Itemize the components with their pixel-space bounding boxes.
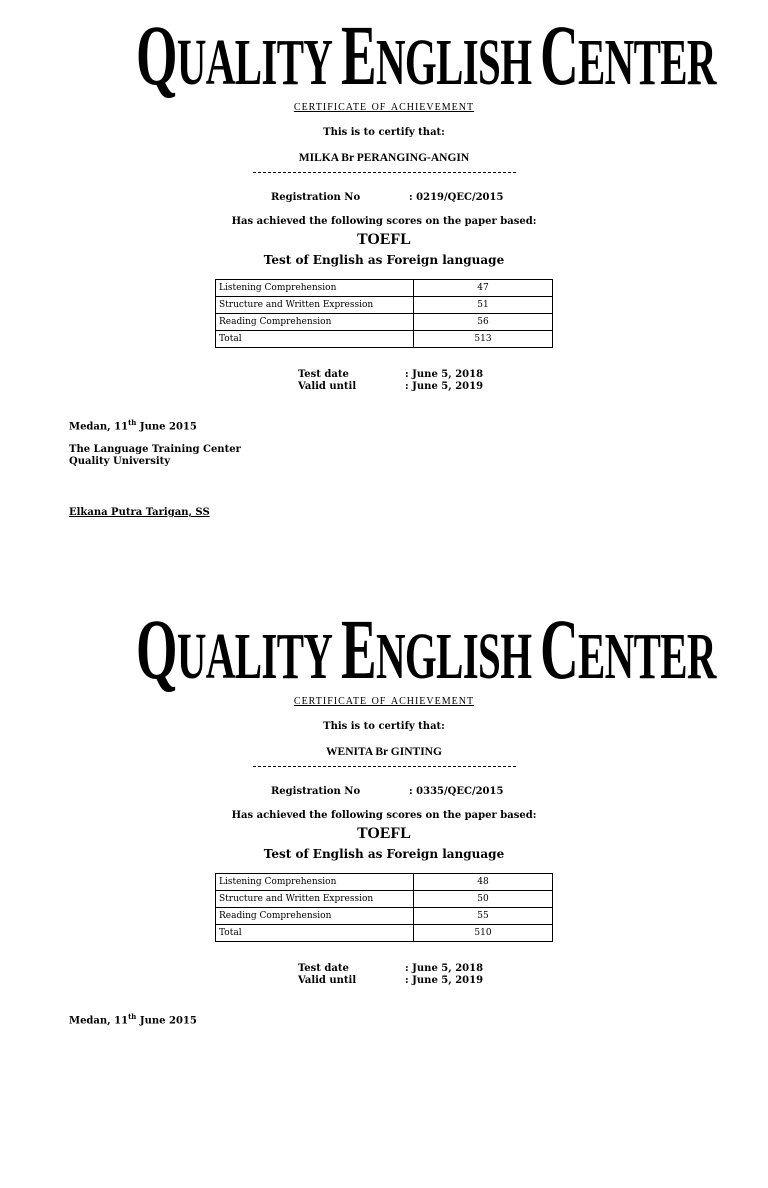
- logo-rest-1: UALITY: [176, 620, 333, 693]
- score-cell: 50: [414, 891, 553, 908]
- table-row: [216, 314, 553, 331]
- logo-rest-2: NGLISH: [375, 26, 532, 99]
- achieved-text: Has achieved the following scores on the paper based:: [231, 216, 537, 227]
- table-row: [216, 297, 553, 314]
- valid-until-label: Valid until: [298, 381, 357, 392]
- score-cell: 513: [414, 331, 553, 348]
- section-cell: Structure and Written Expression: [216, 297, 414, 314]
- section-cell: Listening Comprehension: [216, 874, 414, 891]
- logo-rest-2: NGLISH: [375, 620, 532, 693]
- table-row: [216, 280, 553, 297]
- subtitle-text: certificate of achievement: [293, 99, 475, 114]
- logo-cap-3: C: [540, 601, 578, 697]
- logo-rest-3: ENTER: [577, 620, 716, 693]
- place-date: [69, 418, 197, 432]
- table-row: [216, 331, 553, 348]
- registration-value: : 0335/QEC/2015: [409, 786, 504, 797]
- certify-text: This is to certify that:: [323, 127, 445, 138]
- valid-until-label: Valid until: [298, 975, 357, 986]
- logo-cap-2: E: [340, 7, 376, 103]
- test-date-value: : June 5, 2018: [405, 369, 484, 380]
- test-date-label: Test date: [298, 369, 349, 380]
- org-line-2: Quality University: [69, 456, 171, 467]
- valid-until-value: : June 5, 2019: [405, 381, 484, 392]
- score-cell: 51: [414, 297, 553, 314]
- scores-table: [215, 873, 553, 942]
- center-logo: [136, 7, 716, 103]
- exam-title: TOEFL: [357, 825, 411, 842]
- valid-until-value: : June 5, 2019: [405, 975, 484, 986]
- score-cell: 510: [414, 925, 553, 942]
- certificate-subtitle: [0, 99, 768, 115]
- place-prefix: Medan, 11: [69, 421, 129, 433]
- signer-name: Elkana Putra Tarigan, SS: [69, 507, 210, 518]
- score-cell: 47: [414, 280, 553, 297]
- exam-full-name: Test of English as Foreign language: [263, 847, 505, 861]
- place-date: [69, 1012, 197, 1026]
- table-row: [216, 874, 553, 891]
- center-logo: [136, 601, 716, 697]
- name-underline: [253, 766, 516, 767]
- name-underline: [253, 172, 516, 173]
- table-row: [216, 925, 553, 942]
- registration-label: Registration No: [271, 192, 361, 203]
- exam-full-name: Test of English as Foreign language: [263, 253, 505, 267]
- recipient-name: MILKA Br PERANGING-ANGIN: [298, 152, 470, 164]
- test-date-label: Test date: [298, 963, 349, 974]
- place-suffix: June 2015: [136, 1015, 197, 1027]
- score-cell: 56: [414, 314, 553, 331]
- recipient-name: WENITA Br GINTING: [326, 746, 442, 758]
- org-line-1: The Language Training Center: [69, 444, 241, 455]
- section-cell: Listening Comprehension: [216, 280, 414, 297]
- certificate-subtitle: [0, 693, 768, 709]
- section-cell: Total: [216, 925, 414, 942]
- place-sup: th: [128, 1012, 137, 1021]
- logo-cap-3: C: [540, 7, 578, 103]
- certificate-2: [0, 594, 768, 1188]
- score-cell: 48: [414, 874, 553, 891]
- table-row: [216, 891, 553, 908]
- logo-cap-2: E: [340, 601, 376, 697]
- section-cell: Total: [216, 331, 414, 348]
- place-prefix: Medan, 11: [69, 1015, 129, 1027]
- logo-rest-1: UALITY: [176, 26, 333, 99]
- section-cell: Structure and Written Expression: [216, 891, 414, 908]
- registration-label: Registration No: [271, 786, 361, 797]
- place-suffix: June 2015: [136, 421, 197, 433]
- section-cell: Reading Comprehension: [216, 314, 414, 331]
- registration-value: : 0219/QEC/2015: [409, 192, 504, 203]
- subtitle-text: certificate of achievement: [293, 693, 475, 708]
- logo-rest-3: ENTER: [577, 26, 716, 99]
- place-sup: th: [128, 418, 137, 427]
- certify-text: This is to certify that:: [323, 721, 445, 732]
- test-date-value: : June 5, 2018: [405, 963, 484, 974]
- section-cell: Reading Comprehension: [216, 908, 414, 925]
- logo-cap-1: Q: [136, 7, 177, 103]
- scores-table: [215, 279, 553, 348]
- logo-cap-1: Q: [136, 601, 177, 697]
- table-row: [216, 908, 553, 925]
- exam-title: TOEFL: [357, 231, 411, 248]
- score-cell: 55: [414, 908, 553, 925]
- achieved-text: Has achieved the following scores on the paper based:: [231, 810, 537, 821]
